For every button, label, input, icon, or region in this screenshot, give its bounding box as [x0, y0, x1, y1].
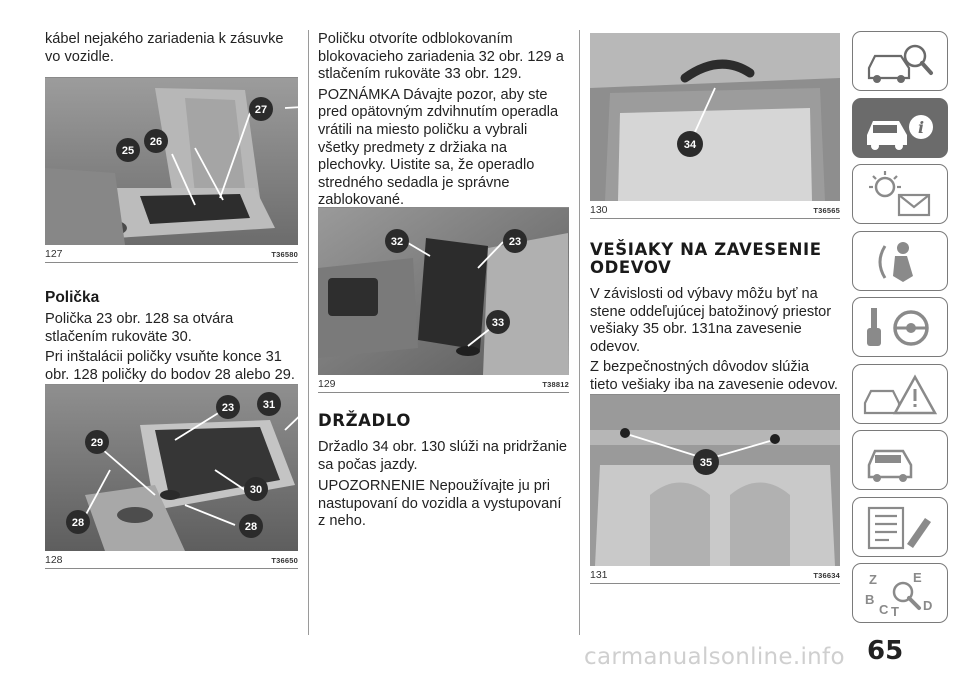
- tab-car-search[interactable]: [852, 31, 948, 91]
- figure-131-photo: [590, 395, 840, 566]
- note-paragraph: POZNÁMKA Dávajte pozor, aby ste pred opätovným zdvihnutím operadla vrátili na miesto poličku a vybrali všetky predmety z držiaka na plechovky. Uistite sa, že operadlo stredného sedadla je správne zablokované.: [318, 86, 559, 209]
- figure-127: [45, 77, 298, 263]
- paragraph: V závislosti od výbavy môžu byť na stene oddeľujúcej batožinový priestor vešiaky 35 obr. 131na zavesenie odevov.: [590, 286, 832, 355]
- figure-131: [590, 394, 840, 584]
- tab-in-emergency[interactable]: [852, 364, 948, 424]
- figure-129-caption: [318, 377, 569, 393]
- tab-servicing[interactable]: [852, 430, 948, 490]
- svg-text:28: 28: [71, 517, 85, 529]
- tab-starting-driving[interactable]: [852, 297, 948, 357]
- tab-technical-data[interactable]: [852, 497, 948, 557]
- warning-paragraph: UPOZORNENIE Nepoužívajte ju pri nastupovaní do vozidla a vystupovaní z neho.: [318, 478, 562, 530]
- paragraph: Polička 23 obr. 128 sa otvára stlačením rukoväte 30.: [45, 311, 234, 345]
- section-heading-drzadlo: DRŽADLO: [318, 411, 411, 430]
- figure-number: 129: [318, 378, 336, 390]
- svg-text:25: 25: [121, 145, 135, 157]
- figure-129-photo: [318, 208, 569, 375]
- svg-text:23: 23: [221, 402, 235, 414]
- figure-129: [318, 207, 569, 393]
- airbag-seat-icon: [863, 238, 939, 286]
- section-heading-vesiaky: VEŠIAKY NA ZAVESENIE ODEVOV: [590, 240, 822, 277]
- figure-code: T36565: [813, 206, 840, 215]
- paragraph: Poličku otvoríte odblokovaním blokovacieho zariadenia 32 obr. 129 a stlačením rukoväte 33 obr. 129.: [318, 31, 564, 83]
- figure-code: T38812: [542, 380, 569, 389]
- svg-text:C: C: [879, 602, 889, 617]
- svg-text:Z: Z: [869, 572, 877, 587]
- figure-code: T36580: [271, 250, 298, 259]
- tab-index[interactable]: [852, 563, 948, 623]
- svg-text:B: B: [865, 592, 875, 607]
- svg-text:33: 33: [491, 317, 505, 329]
- svg-text:32: 32: [390, 236, 404, 248]
- figure-number: 130: [590, 204, 608, 216]
- column-divider: [579, 30, 580, 635]
- tab-car-info[interactable]: [852, 98, 948, 158]
- tab-safety[interactable]: [852, 231, 948, 291]
- paragraph: Pri inštalácii poličky vsuňte konce 31 obr. 128 poličky do bodov 28 alebo 29.: [45, 349, 295, 383]
- figure-130-caption: [590, 203, 840, 219]
- figure-number: 127: [45, 248, 63, 260]
- svg-text:35: 35: [699, 457, 713, 469]
- paragraph: Držadlo 34 obr. 130 slúži na pridržanie sa počas jazdy.: [318, 439, 568, 473]
- column-divider: [308, 30, 309, 635]
- tab-warning-lights-messages[interactable]: [852, 164, 948, 224]
- svg-text:T: T: [891, 604, 899, 618]
- car-service-icon: [863, 437, 939, 485]
- svg-text:26: 26: [149, 136, 163, 148]
- figure-131-caption: [590, 568, 840, 584]
- figure-128-photo: [45, 385, 298, 551]
- svg-text:E: E: [913, 570, 922, 585]
- svg-text:31: 31: [262, 399, 276, 411]
- svg-text:27: 27: [254, 104, 268, 116]
- watermark: carmanualsonline.info: [584, 644, 845, 670]
- svg-text:i: i: [917, 117, 925, 137]
- alphabet-index-icon: [863, 570, 939, 618]
- svg-text:23: 23: [508, 236, 522, 248]
- technical-data-list-icon: [863, 504, 939, 552]
- car-info-icon: [863, 105, 939, 153]
- car-search-icon: [863, 38, 939, 86]
- chapter-sidebar: [852, 31, 952, 630]
- key-steering-wheel-icon: [863, 304, 939, 352]
- svg-text:D: D: [923, 598, 933, 613]
- paragraph: Z bezpečnostných dôvodov slúžia tieto vešiaky iba na zavesenie odevov.: [590, 359, 838, 393]
- page-number: 65: [867, 636, 904, 666]
- figure-128-caption: [45, 553, 298, 569]
- figure-127-caption: [45, 247, 298, 263]
- figure-number: 128: [45, 554, 63, 566]
- intro-paragraph: kábel nejakého zariadenia k zásuvke vo vozidle.: [45, 31, 284, 65]
- section-heading-policka: Polička: [45, 289, 100, 306]
- svg-text:30: 30: [249, 484, 263, 496]
- car-breakdown-warning-icon: [863, 371, 939, 419]
- figure-code: T36650: [271, 556, 298, 565]
- svg-text:28: 28: [244, 521, 258, 533]
- figure-code: T36634: [813, 571, 840, 580]
- figure-130: [590, 33, 840, 219]
- svg-text:34: 34: [683, 139, 697, 151]
- figure-130-photo: [590, 33, 840, 201]
- figure-number: 131: [590, 569, 608, 581]
- figure-128: [45, 384, 298, 569]
- warning-lights-message-icon: [863, 171, 939, 219]
- figure-127-photo: [45, 78, 298, 245]
- svg-text:29: 29: [90, 437, 104, 449]
